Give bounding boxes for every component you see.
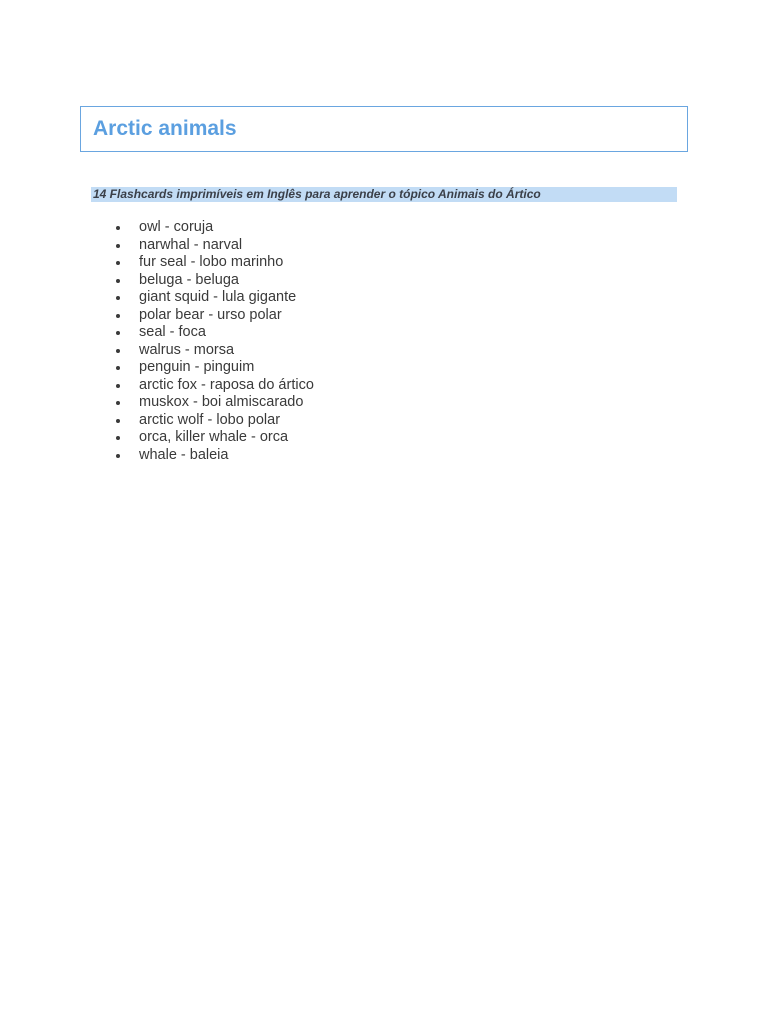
bullet-icon bbox=[116, 226, 120, 230]
page-title: Arctic animals bbox=[93, 117, 237, 140]
list-item-text: arctic wolf - lobo polar bbox=[139, 411, 281, 428]
bullet-icon bbox=[116, 261, 120, 265]
bullet-icon bbox=[116, 279, 120, 283]
list-item-text: penguin - pinguim bbox=[139, 359, 255, 375]
list-item-text: giant squid - lula gigante bbox=[139, 289, 297, 305]
bullet-icon bbox=[116, 314, 120, 318]
list-item-text: narwhal - narval bbox=[139, 236, 243, 253]
bullet-icon bbox=[116, 436, 120, 440]
bullet-icon bbox=[116, 244, 120, 248]
list-item-text: fur seal - lobo marinho bbox=[139, 254, 284, 270]
bullet-icon bbox=[116, 454, 120, 458]
list-item-text: orca, killer whale - orca bbox=[139, 429, 289, 445]
subtitle-highlight bbox=[91, 187, 677, 202]
bullet-icon bbox=[116, 349, 120, 353]
list-item-text: seal - foca bbox=[139, 324, 206, 340]
list-item-text: walrus - morsa bbox=[139, 341, 235, 358]
bullet-icon bbox=[116, 419, 120, 423]
subtitle: 14 Flashcards imprimíveis em Inglês para aprender o tópico Animais do Ártico bbox=[93, 187, 541, 201]
bullet-icon bbox=[116, 366, 120, 370]
bullet-icon bbox=[116, 331, 120, 335]
list-item-text: owl - coruja bbox=[139, 219, 214, 235]
bullet-icon bbox=[116, 384, 120, 388]
list-item-text: arctic fox - raposa do ártico bbox=[139, 376, 314, 393]
list-item-text: muskox - boi almiscarado bbox=[139, 394, 304, 410]
bullet-icon bbox=[116, 401, 120, 405]
bullet-icon bbox=[116, 296, 120, 300]
list-item-text: polar bear - urso polar bbox=[139, 306, 282, 323]
list-item-text: whale - baleia bbox=[139, 446, 229, 463]
list-item-text: beluga - beluga bbox=[139, 271, 239, 288]
title-box bbox=[80, 106, 688, 152]
